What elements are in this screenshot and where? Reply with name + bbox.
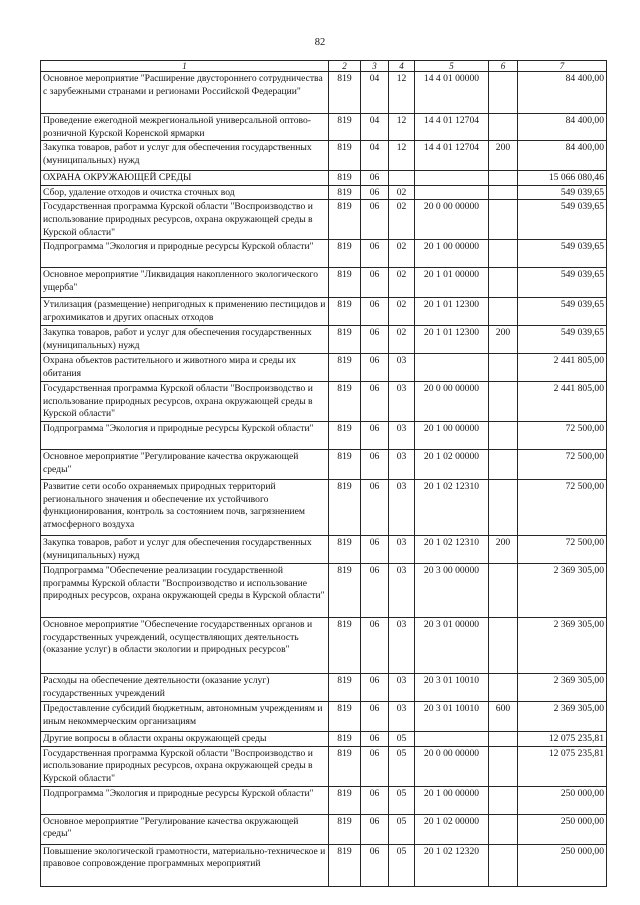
table-row [41, 114, 607, 141]
item-name-cell: Закупка товаров, работ и услуг для обеспечения государственных (муниципальных) нужд [41, 326, 329, 354]
admin-code-cell: 819 [329, 786, 361, 814]
target-article-cell [415, 171, 489, 186]
target-article-cell [415, 732, 489, 747]
admin-code-cell: 819 [329, 298, 361, 326]
expense-type-cell [489, 746, 518, 786]
subsection-cell: 05 [389, 746, 415, 786]
admin-code-cell: 819 [329, 200, 361, 240]
item-name-cell: Предоставление субсидий бюджетным, автономным учреждениям и иным некоммерческим организациям [41, 702, 329, 732]
section-cell: 06 [361, 844, 389, 886]
table-header [41, 61, 607, 72]
item-name-cell: Закупка товаров, работ и услуг для обеспечения государственных (муниципальных) нужд [41, 141, 329, 171]
subsection-cell: 05 [389, 786, 415, 814]
section-cell: 06 [361, 382, 389, 422]
item-name-cell: Развитие сети особо охраняемых природных территорий регионального значения и обеспечение их устойчивого функционирования, контроль за состоянием почв, загрязнением атмосферного воздуха [41, 480, 329, 536]
expense-type-cell [489, 674, 518, 702]
target-article-cell: 20 1 01 12300 [415, 326, 489, 354]
item-name-cell: Основное мероприятие "Регулирование качества окружающей среды" [41, 450, 329, 480]
expense-type-cell [489, 844, 518, 886]
subsection-cell: 02 [389, 326, 415, 354]
table-row [41, 786, 607, 814]
section-cell: 06 [361, 536, 389, 564]
item-name-cell: Государственная программа Курской области "Воспроизводство и использование природных ресурсов, охрана окружающей среды в Курской области" [41, 746, 329, 786]
section-cell: 06 [361, 422, 389, 450]
admin-code-cell: 819 [329, 674, 361, 702]
section-cell: 06 [361, 326, 389, 354]
section-cell: 06 [361, 171, 389, 186]
subsection-cell: 05 [389, 844, 415, 886]
expense-type-cell [489, 814, 518, 844]
header-row [41, 61, 607, 72]
subsection-cell: 12 [389, 141, 415, 171]
page-number: 82 [314, 37, 326, 48]
amount-cell: 250 000,00 [518, 786, 607, 814]
item-name-cell: Основное мероприятие "Ликвидация накопленного экологического ущерба" [41, 268, 329, 298]
section-cell: 06 [361, 618, 389, 674]
subsection-cell: 05 [389, 732, 415, 747]
section-cell: 06 [361, 450, 389, 480]
amount-cell: 72 500,00 [518, 480, 607, 536]
column-header-5: 5 [415, 61, 489, 72]
amount-cell: 2 369 305,00 [518, 674, 607, 702]
subsection-cell: 03 [389, 564, 415, 618]
item-name-cell: Основное мероприятие "Регулирование качества окружающей среды" [41, 814, 329, 844]
target-article-cell: 20 1 02 12310 [415, 536, 489, 564]
item-name-cell: Основное мероприятие "Обеспечение государственных органов и государственных учреждений, осуществляющих деятельность (оказание услуг) в области экологии и природных ресурсов" [41, 618, 329, 674]
section-cell: 06 [361, 702, 389, 732]
item-name-cell: Подпрограмма "Обеспечение реализации государственной программы Курской области "Воспроизводство и использование природных ресурсов, охрана окружающей среды в Курской области" [41, 564, 329, 618]
target-article-cell: 20 3 01 10010 [415, 702, 489, 732]
admin-code-cell: 819 [329, 114, 361, 141]
item-name-cell: Охрана объектов растительного и животного мира и среды их обитания [41, 354, 329, 382]
admin-code-cell: 819 [329, 382, 361, 422]
amount-cell: 250 000,00 [518, 814, 607, 844]
subsection-cell: 03 [389, 702, 415, 732]
target-article-cell: 20 0 00 00000 [415, 200, 489, 240]
amount-cell: 549 039,65 [518, 268, 607, 298]
target-article-cell: 20 1 00 00000 [415, 786, 489, 814]
item-name-cell: Расходы на обеспечение деятельности (оказание услуг) государственных учреждений [41, 674, 329, 702]
expense-type-cell [489, 422, 518, 450]
expense-type-cell: 200 [489, 141, 518, 171]
admin-code-cell: 819 [329, 480, 361, 536]
budget-table [40, 60, 607, 887]
item-name-cell: Утилизация (размещение) непригодных к применению пестицидов и агрохимикатов и других опасных отходов [41, 298, 329, 326]
amount-cell: 549 039,65 [518, 298, 607, 326]
table-row [41, 382, 607, 422]
target-article-cell: 20 0 00 00000 [415, 746, 489, 786]
expense-type-cell [489, 298, 518, 326]
expense-type-cell: 200 [489, 536, 518, 564]
item-name-cell: Государственная программа Курской области "Воспроизводство и использование природных ресурсов, охрана окружающей среды в Курской области" [41, 200, 329, 240]
subsection-cell: 03 [389, 422, 415, 450]
section-cell: 06 [361, 298, 389, 326]
subsection-cell: 12 [389, 114, 415, 141]
admin-code-cell: 819 [329, 72, 361, 114]
table-row [41, 814, 607, 844]
column-header-2: 2 [329, 61, 361, 72]
column-header-7: 7 [518, 61, 607, 72]
admin-code-cell: 819 [329, 240, 361, 268]
admin-code-cell: 819 [329, 450, 361, 480]
column-header-3: 3 [361, 61, 389, 72]
target-article-cell: 14 4 01 12704 [415, 141, 489, 171]
subsection-cell: 02 [389, 298, 415, 326]
amount-cell: 84 400,00 [518, 72, 607, 114]
table-row [41, 450, 607, 480]
table-row [41, 268, 607, 298]
subsection-cell: 02 [389, 185, 415, 200]
table-row [41, 171, 607, 186]
admin-code-cell: 819 [329, 618, 361, 674]
amount-cell: 72 500,00 [518, 450, 607, 480]
expense-type-cell [489, 114, 518, 141]
item-name-cell: Другие вопросы в области охраны окружающей среды [41, 732, 329, 747]
admin-code-cell: 819 [329, 171, 361, 186]
item-name-cell: Сбор, удаление отходов и очистка сточных вод [41, 185, 329, 200]
item-name-cell: Повышение экологической грамотности, материально-техническое и правовое сопровождение программных мероприятий [41, 844, 329, 886]
target-article-cell: 20 1 00 00000 [415, 422, 489, 450]
table-row [41, 354, 607, 382]
subsection-cell: 03 [389, 536, 415, 564]
section-cell: 06 [361, 814, 389, 844]
amount-cell: 549 039,65 [518, 185, 607, 200]
item-name-cell: Подпрограмма "Экология и природные ресурсы Курской области" [41, 786, 329, 814]
admin-code-cell: 819 [329, 185, 361, 200]
table-row [41, 72, 607, 114]
amount-cell: 2 441 805,00 [518, 354, 607, 382]
amount-cell: 12 075 235,81 [518, 746, 607, 786]
section-cell: 06 [361, 674, 389, 702]
admin-code-cell: 819 [329, 746, 361, 786]
subsection-cell: 05 [389, 814, 415, 844]
admin-code-cell: 819 [329, 354, 361, 382]
item-name-cell: ОХРАНА ОКРУЖАЮЩЕЙ СРЕДЫ [41, 171, 329, 186]
expense-type-cell [489, 171, 518, 186]
amount-cell: 72 500,00 [518, 536, 607, 564]
subsection-cell: 12 [389, 72, 415, 114]
section-cell: 06 [361, 354, 389, 382]
table-row [41, 536, 607, 564]
column-header-1: 1 [41, 61, 329, 72]
section-cell: 04 [361, 72, 389, 114]
table-row [41, 200, 607, 240]
target-article-cell: 20 1 02 00000 [415, 814, 489, 844]
expense-type-cell [489, 450, 518, 480]
amount-cell: 84 400,00 [518, 114, 607, 141]
target-article-cell: 20 0 00 00000 [415, 382, 489, 422]
subsection-cell: 03 [389, 382, 415, 422]
expense-type-cell [489, 480, 518, 536]
subsection-cell: 03 [389, 354, 415, 382]
item-name-cell: Подпрограмма "Экология и природные ресурсы Курской области" [41, 422, 329, 450]
subsection-cell: 02 [389, 200, 415, 240]
section-cell: 06 [361, 786, 389, 814]
column-header-6: 6 [489, 61, 518, 72]
table-row [41, 564, 607, 618]
target-article-cell: 20 1 01 00000 [415, 268, 489, 298]
target-article-cell: 20 1 00 00000 [415, 240, 489, 268]
table-row [41, 702, 607, 732]
admin-code-cell: 819 [329, 702, 361, 732]
expense-type-cell [489, 732, 518, 747]
admin-code-cell: 819 [329, 844, 361, 886]
admin-code-cell: 819 [329, 141, 361, 171]
section-cell: 04 [361, 114, 389, 141]
expense-type-cell [489, 200, 518, 240]
table-row [41, 732, 607, 747]
target-article-cell: 20 3 00 00000 [415, 564, 489, 618]
admin-code-cell: 819 [329, 564, 361, 618]
section-cell: 04 [361, 141, 389, 171]
amount-cell: 549 039,65 [518, 326, 607, 354]
expense-type-cell: 200 [489, 326, 518, 354]
amount-cell: 2 369 305,00 [518, 618, 607, 674]
amount-cell: 84 400,00 [518, 141, 607, 171]
expense-type-cell [489, 268, 518, 298]
amount-cell: 72 500,00 [518, 422, 607, 450]
table-row [41, 480, 607, 536]
target-article-cell: 20 1 02 12310 [415, 480, 489, 536]
subsection-cell: 03 [389, 480, 415, 536]
table-row [41, 326, 607, 354]
amount-cell: 549 039,65 [518, 240, 607, 268]
subsection-cell: 02 [389, 268, 415, 298]
target-article-cell: 14 4 01 12704 [415, 114, 489, 141]
section-cell: 06 [361, 200, 389, 240]
amount-cell: 15 066 080,46 [518, 171, 607, 186]
admin-code-cell: 819 [329, 326, 361, 354]
target-article-cell: 20 1 02 00000 [415, 450, 489, 480]
item-name-cell: Подпрограмма "Экология и природные ресурсы Курской области" [41, 240, 329, 268]
item-name-cell: Проведение ежегодной межрегиональной универсальной оптово-розничной Курской Коренской ярмарки [41, 114, 329, 141]
table-row [41, 674, 607, 702]
target-article-cell: 20 3 01 10010 [415, 674, 489, 702]
amount-cell: 2 441 805,00 [518, 382, 607, 422]
section-cell: 06 [361, 480, 389, 536]
expense-type-cell [489, 618, 518, 674]
section-cell: 06 [361, 564, 389, 618]
amount-cell: 2 369 305,00 [518, 564, 607, 618]
target-article-cell [415, 354, 489, 382]
expense-type-cell [489, 564, 518, 618]
amount-cell: 12 075 235,81 [518, 732, 607, 747]
table-row [41, 240, 607, 268]
subsection-cell [389, 171, 415, 186]
expense-type-cell: 600 [489, 702, 518, 732]
subsection-cell: 03 [389, 674, 415, 702]
admin-code-cell: 819 [329, 536, 361, 564]
table-row [41, 844, 607, 886]
expense-type-cell [489, 382, 518, 422]
table-row [41, 298, 607, 326]
amount-cell: 250 000,00 [518, 844, 607, 886]
target-article-cell: 20 3 01 00000 [415, 618, 489, 674]
expense-type-cell [489, 240, 518, 268]
target-article-cell: 20 1 01 12300 [415, 298, 489, 326]
item-name-cell: Закупка товаров, работ и услуг для обеспечения государственных (муниципальных) нужд [41, 536, 329, 564]
subsection-cell: 03 [389, 450, 415, 480]
target-article-cell: 20 1 02 12320 [415, 844, 489, 886]
expense-type-cell [489, 786, 518, 814]
item-name-cell: Основное мероприятие "Расширение двустороннего сотрудничества с зарубежными странами и регионами Российской Федерации" [41, 72, 329, 114]
column-header-4: 4 [389, 61, 415, 72]
amount-cell: 549 039,65 [518, 200, 607, 240]
table-row [41, 185, 607, 200]
admin-code-cell: 819 [329, 268, 361, 298]
expense-type-cell [489, 72, 518, 114]
item-name-cell: Государственная программа Курской области "Воспроизводство и использование природных ресурсов, охрана окружающей среды в Курской области" [41, 382, 329, 422]
expense-type-cell [489, 354, 518, 382]
expense-type-cell [489, 185, 518, 200]
table-row [41, 422, 607, 450]
table-row [41, 141, 607, 171]
section-cell: 06 [361, 240, 389, 268]
admin-code-cell: 819 [329, 732, 361, 747]
section-cell: 06 [361, 185, 389, 200]
admin-code-cell: 819 [329, 422, 361, 450]
subsection-cell: 02 [389, 240, 415, 268]
table-body [41, 72, 607, 887]
section-cell: 06 [361, 746, 389, 786]
table-row [41, 618, 607, 674]
target-article-cell [415, 185, 489, 200]
section-cell: 06 [361, 268, 389, 298]
section-cell: 06 [361, 732, 389, 747]
target-article-cell: 14 4 01 00000 [415, 72, 489, 114]
admin-code-cell: 819 [329, 814, 361, 844]
amount-cell: 2 369 305,00 [518, 702, 607, 732]
subsection-cell: 03 [389, 618, 415, 674]
table-row [41, 746, 607, 786]
